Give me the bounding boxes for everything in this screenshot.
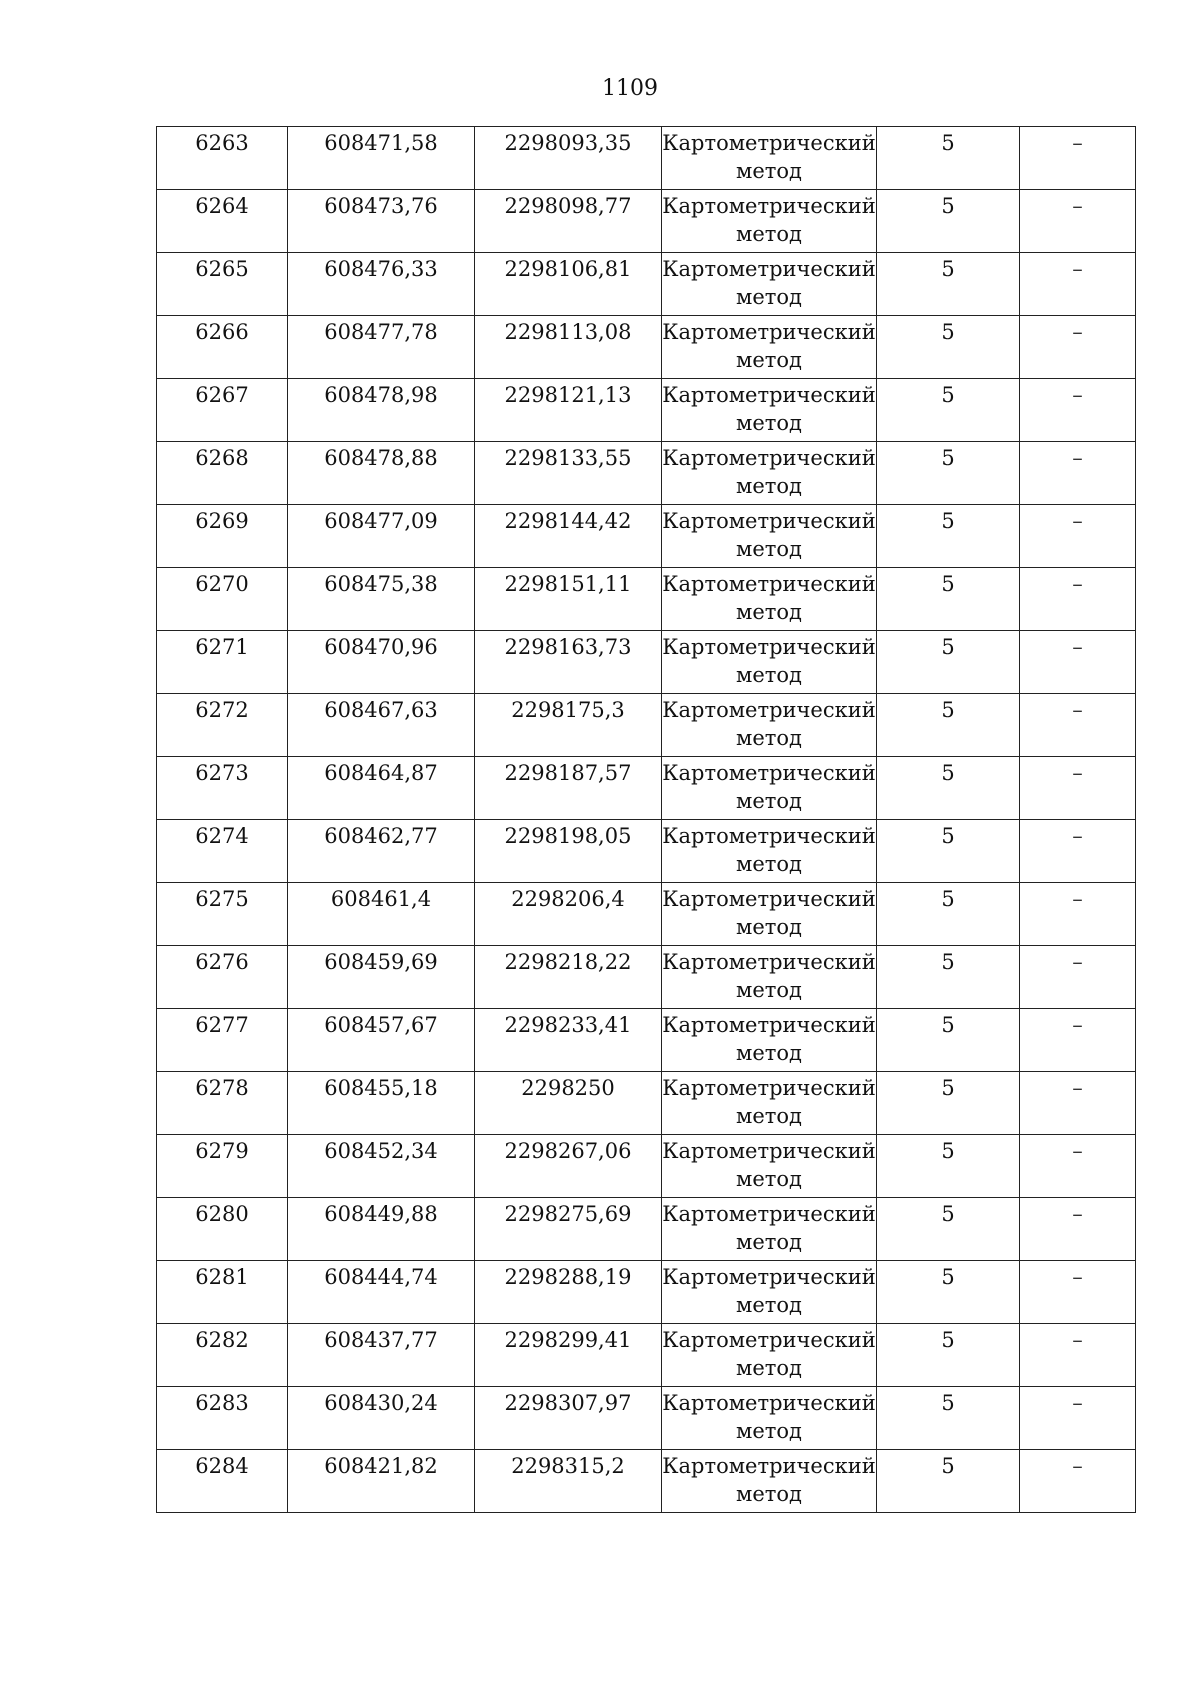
point-number-cell: 6279 xyxy=(157,1135,288,1198)
note-cell: – xyxy=(1020,253,1136,316)
x-coordinate-cell: 608470,96 xyxy=(288,631,475,694)
point-number-cell: 6264 xyxy=(157,190,288,253)
accuracy-cell: 5 xyxy=(877,505,1020,568)
point-number-cell: 6276 xyxy=(157,946,288,1009)
accuracy-cell: 5 xyxy=(877,1135,1020,1198)
table-row xyxy=(157,190,1136,253)
y-coordinate-cell: 2298187,57 xyxy=(475,757,662,820)
accuracy-cell: 5 xyxy=(877,379,1020,442)
note-cell: – xyxy=(1020,1135,1136,1198)
method-cell: Картометрический метод xyxy=(662,757,877,820)
note-cell: – xyxy=(1020,1198,1136,1261)
method-cell: Картометрический метод xyxy=(662,379,877,442)
note-cell: – xyxy=(1020,505,1136,568)
page-number: 1109 xyxy=(602,76,658,101)
y-coordinate-cell: 2298106,81 xyxy=(475,253,662,316)
x-coordinate-cell: 608478,98 xyxy=(288,379,475,442)
x-coordinate-cell: 608459,69 xyxy=(288,946,475,1009)
note-cell: – xyxy=(1020,190,1136,253)
accuracy-cell: 5 xyxy=(877,1072,1020,1135)
accuracy-cell: 5 xyxy=(877,253,1020,316)
note-cell: – xyxy=(1020,631,1136,694)
x-coordinate-cell: 608475,38 xyxy=(288,568,475,631)
table-body xyxy=(157,127,1136,1513)
accuracy-cell: 5 xyxy=(877,568,1020,631)
note-cell: – xyxy=(1020,568,1136,631)
table-row xyxy=(157,1135,1136,1198)
accuracy-cell: 5 xyxy=(877,1324,1020,1387)
point-number-cell: 6280 xyxy=(157,1198,288,1261)
point-number-cell: 6270 xyxy=(157,568,288,631)
point-number-cell: 6271 xyxy=(157,631,288,694)
accuracy-cell: 5 xyxy=(877,1450,1020,1513)
table-row xyxy=(157,631,1136,694)
x-coordinate-cell: 608437,77 xyxy=(288,1324,475,1387)
accuracy-cell: 5 xyxy=(877,883,1020,946)
point-number-cell: 6282 xyxy=(157,1324,288,1387)
x-coordinate-cell: 608461,4 xyxy=(288,883,475,946)
note-cell: – xyxy=(1020,379,1136,442)
x-coordinate-cell: 608477,78 xyxy=(288,316,475,379)
note-cell: – xyxy=(1020,946,1136,1009)
x-coordinate-cell: 608430,24 xyxy=(288,1387,475,1450)
point-number-cell: 6284 xyxy=(157,1450,288,1513)
method-cell: Картометрический метод xyxy=(662,1387,877,1450)
x-coordinate-cell: 608444,74 xyxy=(288,1261,475,1324)
x-coordinate-cell: 608477,09 xyxy=(288,505,475,568)
point-number-cell: 6267 xyxy=(157,379,288,442)
method-cell: Картометрический метод xyxy=(662,1009,877,1072)
note-cell: – xyxy=(1020,1072,1136,1135)
x-coordinate-cell: 608476,33 xyxy=(288,253,475,316)
point-number-cell: 6273 xyxy=(157,757,288,820)
x-coordinate-cell: 608452,34 xyxy=(288,1135,475,1198)
point-number-cell: 6274 xyxy=(157,820,288,883)
table-row xyxy=(157,820,1136,883)
table-row xyxy=(157,757,1136,820)
y-coordinate-cell: 2298218,22 xyxy=(475,946,662,1009)
y-coordinate-cell: 2298121,13 xyxy=(475,379,662,442)
y-coordinate-cell: 2298315,2 xyxy=(475,1450,662,1513)
note-cell: – xyxy=(1020,820,1136,883)
point-number-cell: 6265 xyxy=(157,253,288,316)
note-cell: – xyxy=(1020,694,1136,757)
y-coordinate-cell: 2298093,35 xyxy=(475,127,662,190)
point-number-cell: 6263 xyxy=(157,127,288,190)
method-cell: Картометрический метод xyxy=(662,442,877,505)
x-coordinate-cell: 608455,18 xyxy=(288,1072,475,1135)
table-row xyxy=(157,316,1136,379)
table-row xyxy=(157,1387,1136,1450)
accuracy-cell: 5 xyxy=(877,1261,1020,1324)
method-cell: Картометрический метод xyxy=(662,1324,877,1387)
table-row xyxy=(157,694,1136,757)
table-row xyxy=(157,1324,1136,1387)
y-coordinate-cell: 2298133,55 xyxy=(475,442,662,505)
accuracy-cell: 5 xyxy=(877,1198,1020,1261)
method-cell: Картометрический метод xyxy=(662,631,877,694)
method-cell: Картометрический метод xyxy=(662,1135,877,1198)
y-coordinate-cell: 2298206,4 xyxy=(475,883,662,946)
y-coordinate-cell: 2298233,41 xyxy=(475,1009,662,1072)
point-number-cell: 6269 xyxy=(157,505,288,568)
note-cell: – xyxy=(1020,1450,1136,1513)
y-coordinate-cell: 2298198,05 xyxy=(475,820,662,883)
point-number-cell: 6268 xyxy=(157,442,288,505)
point-number-cell: 6277 xyxy=(157,1009,288,1072)
x-coordinate-cell: 608449,88 xyxy=(288,1198,475,1261)
point-number-cell: 6266 xyxy=(157,316,288,379)
table-row xyxy=(157,883,1136,946)
point-number-cell: 6275 xyxy=(157,883,288,946)
y-coordinate-cell: 2298299,41 xyxy=(475,1324,662,1387)
accuracy-cell: 5 xyxy=(877,694,1020,757)
accuracy-cell: 5 xyxy=(877,442,1020,505)
accuracy-cell: 5 xyxy=(877,127,1020,190)
accuracy-cell: 5 xyxy=(877,946,1020,1009)
y-coordinate-cell: 2298113,08 xyxy=(475,316,662,379)
y-coordinate-cell: 2298267,06 xyxy=(475,1135,662,1198)
table-row xyxy=(157,379,1136,442)
x-coordinate-cell: 608467,63 xyxy=(288,694,475,757)
method-cell: Картометрический метод xyxy=(662,190,877,253)
note-cell: – xyxy=(1020,1261,1136,1324)
method-cell: Картометрический метод xyxy=(662,946,877,1009)
x-coordinate-cell: 608471,58 xyxy=(288,127,475,190)
method-cell: Картометрический метод xyxy=(662,316,877,379)
method-cell: Картометрический метод xyxy=(662,1450,877,1513)
note-cell: – xyxy=(1020,883,1136,946)
note-cell: – xyxy=(1020,127,1136,190)
note-cell: – xyxy=(1020,757,1136,820)
method-cell: Картометрический метод xyxy=(662,694,877,757)
y-coordinate-cell: 2298151,11 xyxy=(475,568,662,631)
y-coordinate-cell: 2298307,97 xyxy=(475,1387,662,1450)
x-coordinate-cell: 608462,77 xyxy=(288,820,475,883)
note-cell: – xyxy=(1020,1009,1136,1072)
method-cell: Картометрический метод xyxy=(662,568,877,631)
accuracy-cell: 5 xyxy=(877,820,1020,883)
y-coordinate-cell: 2298275,69 xyxy=(475,1198,662,1261)
table-row xyxy=(157,505,1136,568)
method-cell: Картометрический метод xyxy=(662,253,877,316)
y-coordinate-cell: 2298144,42 xyxy=(475,505,662,568)
point-number-cell: 6283 xyxy=(157,1387,288,1450)
table-row xyxy=(157,946,1136,1009)
accuracy-cell: 5 xyxy=(877,190,1020,253)
y-coordinate-cell: 2298175,3 xyxy=(475,694,662,757)
x-coordinate-cell: 608464,87 xyxy=(288,757,475,820)
method-cell: Картометрический метод xyxy=(662,1198,877,1261)
coordinates-table xyxy=(156,126,1136,1513)
method-cell: Картометрический метод xyxy=(662,505,877,568)
table-row xyxy=(157,568,1136,631)
method-cell: Картометрический метод xyxy=(662,883,877,946)
note-cell: – xyxy=(1020,1387,1136,1450)
table-row xyxy=(157,1198,1136,1261)
accuracy-cell: 5 xyxy=(877,316,1020,379)
method-cell: Картометрический метод xyxy=(662,127,877,190)
accuracy-cell: 5 xyxy=(877,757,1020,820)
accuracy-cell: 5 xyxy=(877,1009,1020,1072)
method-cell: Картометрический метод xyxy=(662,1072,877,1135)
point-number-cell: 6278 xyxy=(157,1072,288,1135)
table-row xyxy=(157,1072,1136,1135)
x-coordinate-cell: 608473,76 xyxy=(288,190,475,253)
y-coordinate-cell: 2298163,73 xyxy=(475,631,662,694)
y-coordinate-cell: 2298250 xyxy=(475,1072,662,1135)
table-row xyxy=(157,1261,1136,1324)
method-cell: Картометрический метод xyxy=(662,1261,877,1324)
table-row xyxy=(157,442,1136,505)
x-coordinate-cell: 608478,88 xyxy=(288,442,475,505)
point-number-cell: 6281 xyxy=(157,1261,288,1324)
x-coordinate-cell: 608421,82 xyxy=(288,1450,475,1513)
accuracy-cell: 5 xyxy=(877,631,1020,694)
table-row xyxy=(157,127,1136,190)
note-cell: – xyxy=(1020,442,1136,505)
table-row xyxy=(157,1450,1136,1513)
accuracy-cell: 5 xyxy=(877,1387,1020,1450)
y-coordinate-cell: 2298288,19 xyxy=(475,1261,662,1324)
note-cell: – xyxy=(1020,316,1136,379)
table-row xyxy=(157,1009,1136,1072)
y-coordinate-cell: 2298098,77 xyxy=(475,190,662,253)
x-coordinate-cell: 608457,67 xyxy=(288,1009,475,1072)
point-number-cell: 6272 xyxy=(157,694,288,757)
method-cell: Картометрический метод xyxy=(662,820,877,883)
table-row xyxy=(157,253,1136,316)
note-cell: – xyxy=(1020,1324,1136,1387)
